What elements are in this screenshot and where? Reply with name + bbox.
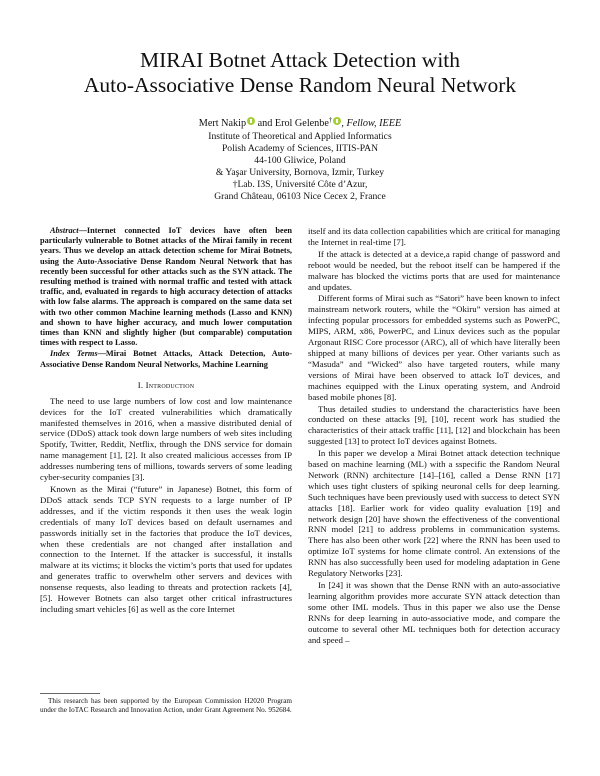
body-paragraph: The need to use large numbers of low cost and low maintenance devices for the IoT created vulnerabilities which dramatically manifested themselves in 2016, when a massive distributed denial of service (DDoS) attack took down large numbers of web sites including Spotify, Twitter, Reddit, Netflix, through the DNS service for domain name management [1], [2]. It also created malicious accesses from IP addresses numbering tens of millions, towards servers of some leading cyber-security companies [3]. [40, 395, 292, 483]
body-paragraph: Known as the Mirai (“future” in Japanese) Botnet, this form of DDoS attack sends TCP SYN requests to a large number of IP addresses, and if the victim responds it then uses the weak login credentials of many IoT devices based on default usernames and passwords initially set in the factories that produce the IoT devices, when these credentials are not changed after installation and connection to the Internet. If the attacker is successful, it installs malware at its victims; it blocks the victim’s ports that used for updates and generates traffic to overwhelm other servers and devices with nonsense requests, also leading to threats and protection rackets [4], [5]. However Botnets can also target other critical infrastructures including smart vehicles [6] as well as the core Internet [40, 484, 292, 614]
affiliation-line: Polish Academy of Sciences, IITIS-PAN [221, 143, 379, 154]
body-paragraph: If the attack is detected at a device,a rapid change of password and reboot would be needed, but the reboot itself can be hampered if the malware has blocked the victims ports that are used for maintenance and updates. [308, 248, 560, 292]
affiliation-line: 44-100 Gliwice, Poland [254, 155, 346, 166]
footnote-rule [40, 693, 100, 694]
abstract-lead: Abstract [50, 226, 79, 235]
body-paragraph: Thus detailed studies to understand the characteristics have been conducted on these attacks [9], [10], recent work has studied the characteristics of their attack traffic [11], [12] and blockchain has been suggested [13] to protect IoT devices against Botnets. [308, 403, 560, 447]
index-terms [40, 349, 292, 369]
body-paragraph: Different forms of Mirai such as “Satori” have been known to infect mainstream network routers, while the “Okiru” version has aimed at infecting popular processors for embedded systems such as PowerPC, MIPS, ARM, x86, PowerPC, and Linux devices such as the popular Argonaut RISC Core processor (ARC), all of which have literally been shipped at many billions of devices per year. Other variants such as “Masuda” and “Wicked” also have targeted routers, while many versions of Mirai have been observed to attack IoT devices, and machines equipped with the Linux operating system, and Android based mobile phones [8]. [308, 293, 560, 402]
paper-title [40, 48, 560, 98]
orcid-icon[interactable] [247, 117, 255, 125]
body-paragraph: In this paper we develop a Mirai Botnet attack detection technique based on machine learning (ML) with a sspecific the Random Neural Network (RNN) architecture [14]–[16], called a Dense RNN [17] which uses tight clusters of spiking neuronal cells for deep learning. Such techniques have been previously used with success to detect SYN attacks [18]. Earlier work for video quality evaluation [19] and network design [20] have shown the effectiveness of the conventional RNN model [21] to address problems in communication systems. There has also been other work [22] where the RNN has been used to optimize IoT systems for home climate control. An extensions of the RNN has also successfully been used for modeling adaptation in Gene Regulatory Networks [23]. [308, 448, 560, 579]
title-line-1: MIRAI Botnet Attack Detection with [139, 48, 461, 72]
fellow-title: , Fellow, IEEE [341, 118, 402, 129]
author-line [60, 114, 540, 130]
author-block [60, 114, 540, 203]
affiliation-line: & Yaşar University, Bornova, Izmir, Turkey [215, 167, 385, 178]
body-paragraph: itself and its data collection capabilities which are critical for managing the Internet in real-time [7]. [308, 226, 560, 247]
left-column [40, 226, 292, 696]
abstract-text: —Internet connected IoT devices have often been particularly vulnerable to Botnet attacks of the Mirai family in recent years. Thus we develop an attack detection scheme for Mirai Botnets, using the Auto-Associative Dense Random Neural Network that has recently been successful for other attacks such as the SYN attack. The resulting method is trained with normal traffic and tested with attack traffic, and, evaluated in regards to high accuracy detection of attacks with low false alarms. The approach is compared on the same data set with two other common Machine learning methods (Lasso and KNN) and shown to have higher accuracy, and much lower computation times than KNN and slightly higher (but comparable) computation times with respect to Lasso. [40, 226, 292, 348]
author-2-sup: † [328, 116, 333, 124]
section-heading: I. Introduction [137, 379, 195, 390]
index-terms-text: —Mirai Botnet Attacks, Attack Detection, Auto-Associative Dense Random Neural Networks, Machine Learning [40, 349, 293, 369]
index-terms-lead: Index Terms [50, 349, 98, 359]
affiliation-line: †Lab. I3S, Université Côte d’Azur, [232, 179, 368, 190]
footnote: This research has been supported by the European Commission H2020 Program under the IoTAC Research and Innovation Action, under Grant Agreement No. 952684. [40, 697, 292, 714]
affiliation-line: Institute of Theoretical and Applied Informatics [208, 131, 392, 142]
title-line-2: Auto-Associative Dense Random Neural Network [83, 73, 517, 97]
author-and: and Erol Gelenbe [255, 118, 329, 129]
affiliation-line: Grand Château, 06103 Nice Cecex 2, France [214, 191, 386, 202]
body-paragraph: In [24] it was shown that the Dense RNN with an auto-associative learning algorithm provides more accurate SYN attack detection than some other IML models. Thus in this paper we also use the Dense RNNs for deep learning in auto-associative mode, and compare the outcome to several other ML techniques both for detection accuracy and speed – [308, 580, 560, 645]
right-column [308, 226, 560, 766]
author-1: Mert Nakip [198, 118, 247, 129]
abstract [40, 226, 292, 348]
